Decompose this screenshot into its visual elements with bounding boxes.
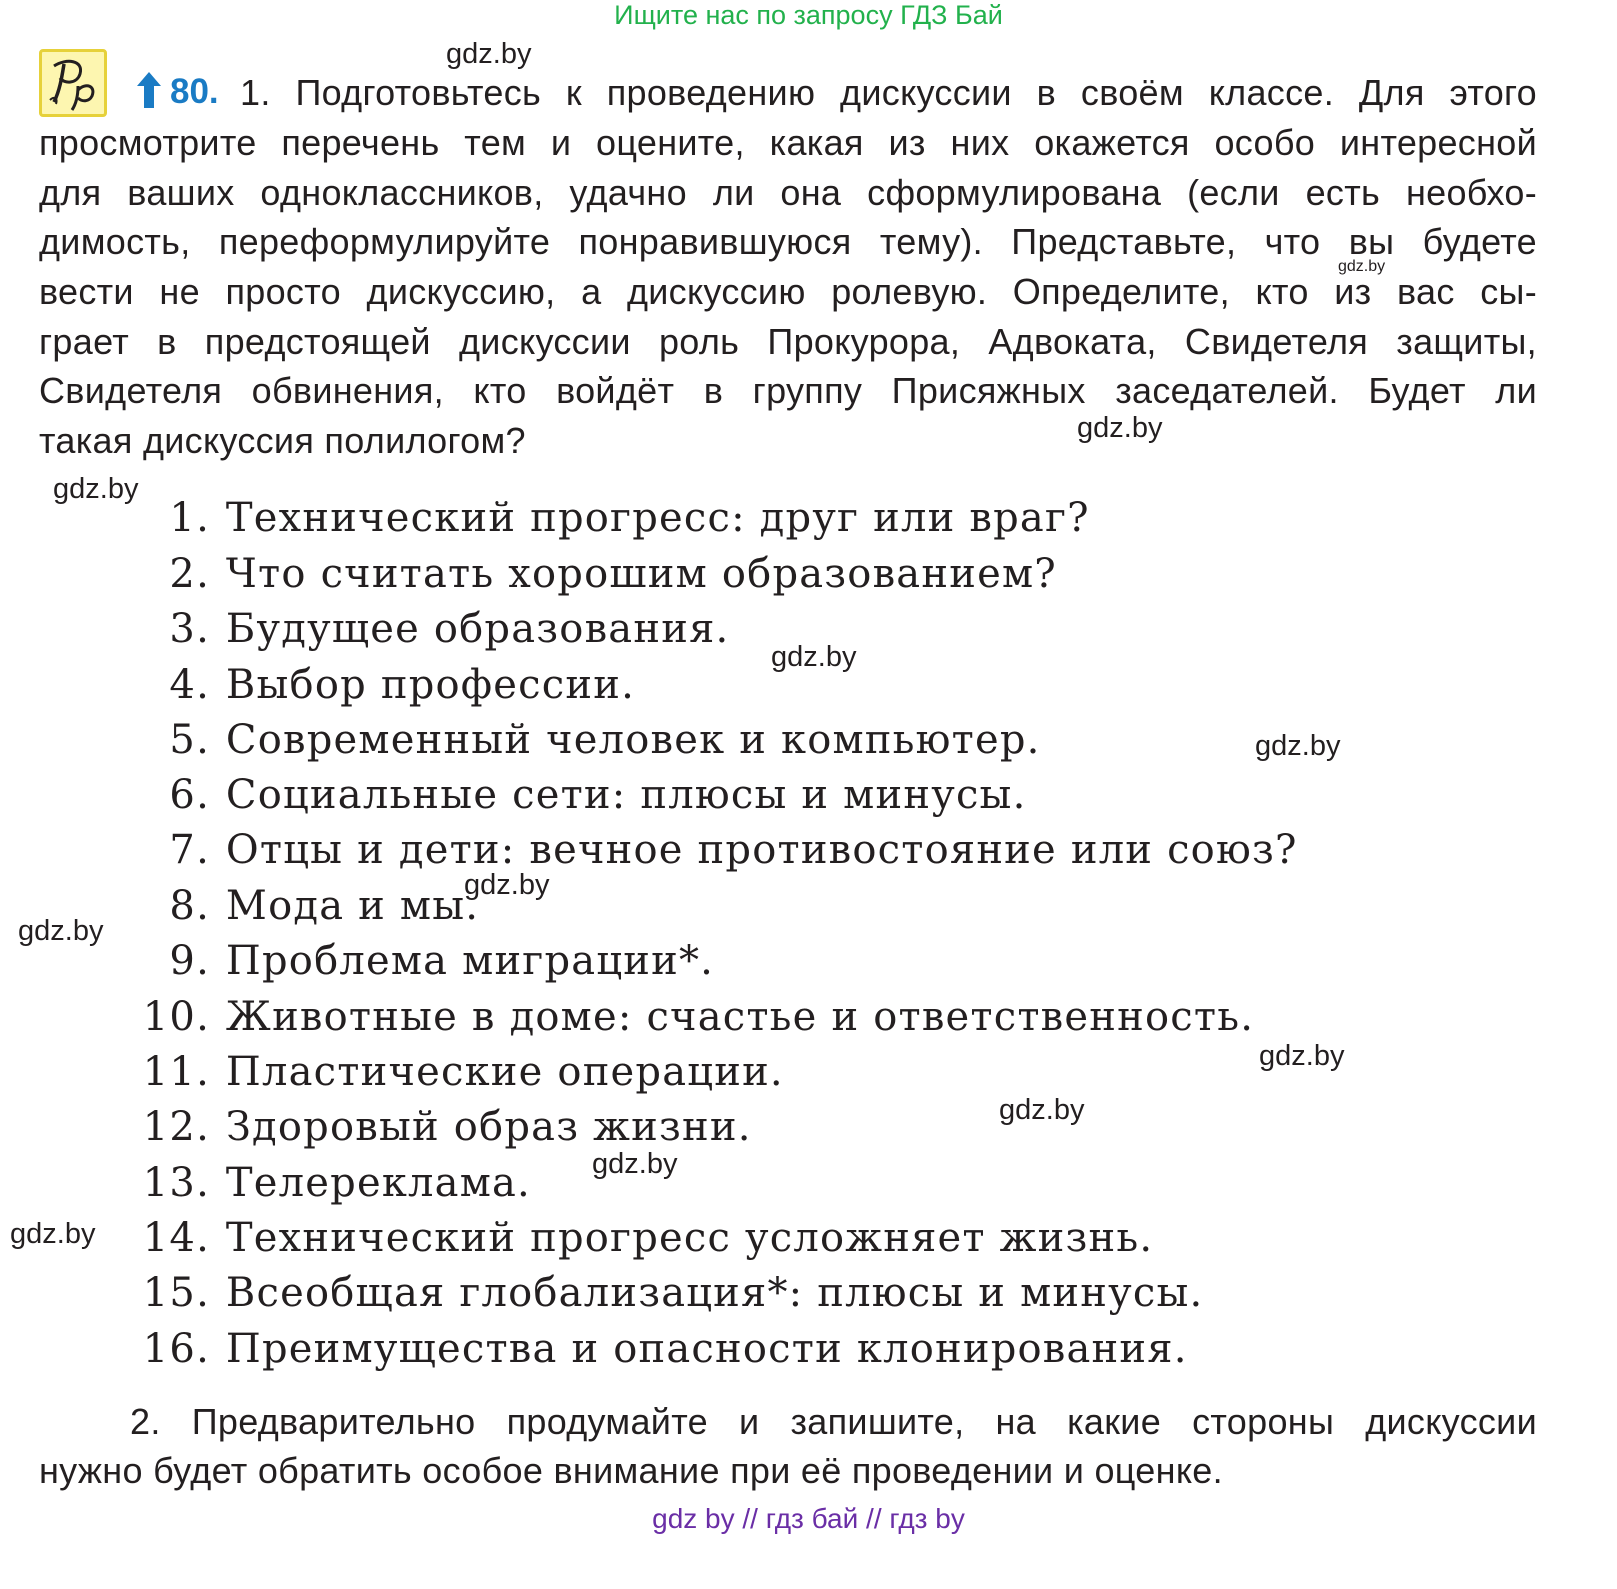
list-item-number: 8. — [169, 883, 210, 929]
list-item-text: Будущее образования. — [225, 606, 730, 652]
list-item — [130, 1049, 784, 1095]
list-item-number: 10. — [142, 994, 210, 1040]
watermark: gdz.by — [10, 1218, 96, 1250]
list-item — [130, 551, 1057, 597]
watermark: gdz.by — [464, 869, 550, 901]
task-number: 80. — [170, 72, 219, 111]
list-item-text: Что считать хорошим образованием? — [225, 551, 1057, 597]
list-item — [130, 938, 714, 984]
paragraph-line: для ваших одноклассников, удачно ли она сформулирована (если есть необхо- — [39, 172, 1537, 213]
arrow-up-icon — [136, 71, 162, 109]
list-item-text: Здоровый образ жизни. — [225, 1104, 752, 1150]
list-item-text: Социальные сети: плюсы и минусы. — [225, 772, 1027, 818]
list-item-text: Отцы и дети: вечное противостояние или союз? — [225, 827, 1298, 873]
watermark: gdz.by — [53, 473, 139, 505]
list-item-number: 12. — [142, 1104, 210, 1150]
list-item — [130, 717, 1041, 763]
list-item — [130, 1160, 531, 1206]
list-item — [130, 662, 635, 708]
list-item-number: 16. — [142, 1326, 210, 1372]
paragraph-line: нужно будет обратить особое внимание при её проведении и оценке. — [39, 1450, 1223, 1491]
list-item — [130, 1326, 1188, 1372]
watermark: gdz.by — [771, 641, 857, 673]
list-item-text: Технический прогресс усложняет жизнь. — [225, 1215, 1154, 1261]
list-item-number: 7. — [169, 827, 210, 873]
paragraph-line: 1. Подготовьтесь к проведению дискуссии в своём классе. Для этого — [240, 72, 1537, 113]
list-item-number: 6. — [169, 772, 210, 818]
list-item — [130, 1104, 752, 1150]
list-item — [130, 1270, 1203, 1316]
list-item-text: Технический прогресс: друг или враг? — [225, 495, 1090, 541]
rhetoric-badge — [39, 49, 107, 117]
paragraph-line: димость, переформулируйте понравившуюся тему). Представьте, что вы будете — [39, 221, 1537, 262]
list-item-text: Пластические операции. — [225, 1049, 784, 1095]
paragraph-line: 2. Предварительно продумайте и запишите, на какие стороны дискуссии — [130, 1401, 1537, 1442]
list-item-number: 5. — [169, 717, 210, 763]
paragraph-line: вести не просто дискуссию, а дискуссию ролевую. Определите, кто из вас сы- — [39, 271, 1537, 312]
watermark: gdz.by — [1077, 412, 1163, 444]
list-item — [130, 994, 1254, 1040]
list-item-text: Мода и мы. — [225, 883, 480, 929]
footer-links: gdz by // гдз бай // гдз by — [652, 1503, 965, 1534]
watermark: gdz.by — [446, 38, 532, 70]
list-item — [130, 827, 1298, 873]
list-item — [130, 883, 479, 929]
list-item — [130, 772, 1027, 818]
paragraph-line: Свидетеля обвинения, кто войдёт в группу Присяжных заседателей. Будет ли — [39, 370, 1537, 411]
watermark: gdz.by — [18, 915, 104, 947]
top-banner: Ищите нас по запросу ГДЗ Бай — [614, 0, 1003, 30]
list-item-number: 9. — [169, 938, 210, 984]
watermark: gdz.by — [592, 1148, 678, 1180]
list-item — [130, 606, 729, 652]
watermark: gdz.by — [999, 1094, 1085, 1126]
watermark: gdz.by — [1255, 730, 1341, 762]
list-item-number: 14. — [142, 1215, 210, 1261]
list-item-number: 3. — [169, 606, 210, 652]
list-item-number: 15. — [142, 1270, 210, 1316]
paragraph-line: просмотрите перечень тем и оцените, какая из них окажется особо интересной — [39, 122, 1537, 163]
list-item-text: Всеобщая глобализация*: плюсы и минусы. — [225, 1270, 1204, 1316]
list-item-text: Телереклама. — [225, 1160, 531, 1206]
list-item-text: Современный человек и компьютер. — [225, 717, 1041, 763]
paragraph-line: грает в предстоящей дискуссии роль Прокурора, Адвоката, Свидетеля защиты, — [39, 321, 1537, 362]
list-item-text: Выбор профессии. — [225, 662, 636, 708]
list-item — [130, 495, 1090, 541]
list-item-number: 2. — [169, 551, 210, 597]
list-item — [130, 1215, 1153, 1261]
watermark: gdz.by — [1259, 1040, 1345, 1072]
rhetoric-letters-icon — [42, 52, 104, 114]
watermark: gdz.by — [1338, 258, 1386, 275]
list-item-text: Преимущества и опасности клонирования. — [225, 1326, 1188, 1372]
list-item-text: Проблема миграции*. — [225, 938, 715, 984]
list-item-text: Животные в доме: счастье и ответственность. — [225, 994, 1255, 1040]
paragraph-line: такая дискуссия полилогом? — [39, 420, 526, 461]
list-item-number: 13. — [142, 1160, 210, 1206]
list-item-number: 4. — [169, 662, 210, 708]
list-item-number: 1. — [169, 495, 210, 541]
list-item-number: 11. — [142, 1049, 210, 1095]
